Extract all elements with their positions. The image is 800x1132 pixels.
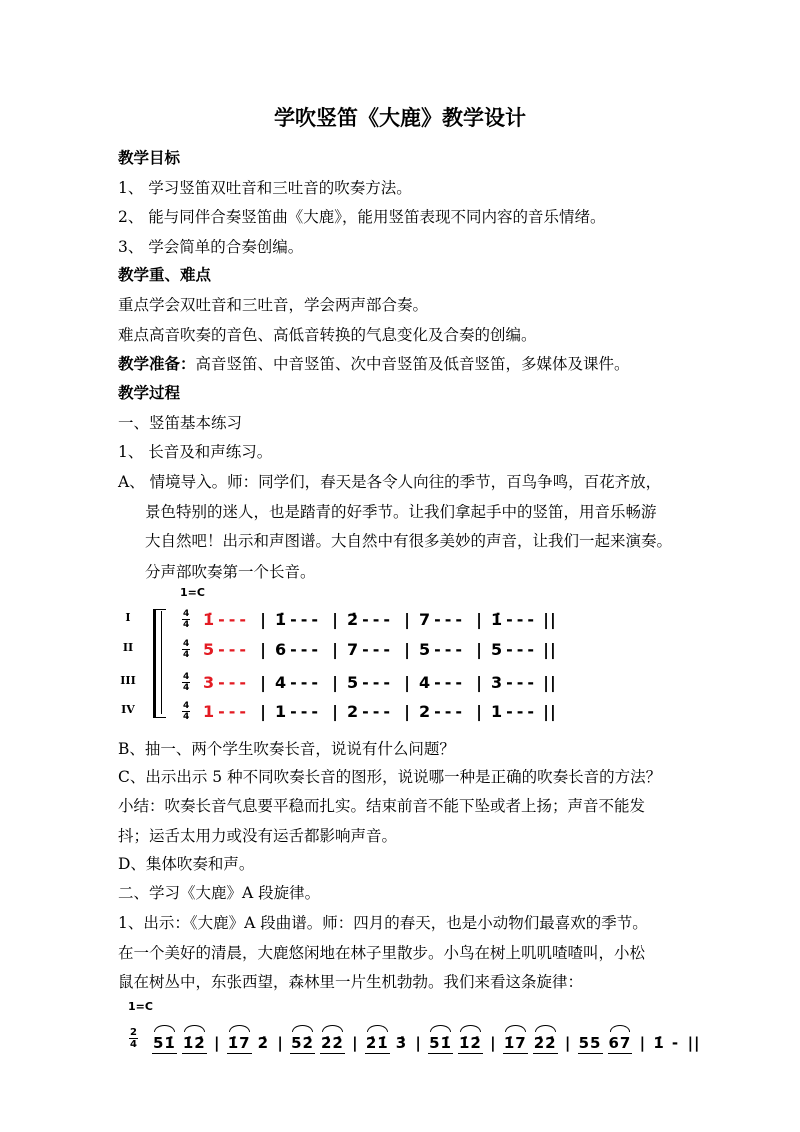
step-a-line: 分声部吹奏第一个长音。 bbox=[145, 563, 316, 581]
bar-line: | bbox=[260, 673, 266, 692]
melody-key: 1=C bbox=[128, 1000, 153, 1013]
measure: 7--- bbox=[419, 610, 467, 629]
measure: 5--- bbox=[347, 673, 395, 692]
time-signature bbox=[182, 639, 190, 660]
summary-line: 小结：吹奏长音气息要平稳而扎实。结束前音不能下坠或者上扬；声音不能发 bbox=[118, 797, 646, 815]
preparation-text: 高音竖笛、中音竖笛、次中音竖笛及低音竖笛，多媒体及课件。 bbox=[195, 355, 630, 373]
voice-label: IV bbox=[121, 703, 135, 716]
bar-line: | bbox=[404, 610, 410, 629]
key-point-line: 重点学会双吐音和三吐音，学会两声部合奏。 bbox=[118, 296, 429, 314]
harmony-chart bbox=[0, 580, 800, 725]
time-signature-top: 4 bbox=[183, 672, 190, 682]
measure-line bbox=[203, 671, 561, 695]
summary-line: 抖；运舌太用力或没有运舌都影响声音。 bbox=[118, 827, 398, 845]
time-signature-bottom: 4 bbox=[183, 620, 190, 630]
goal-item: 2、 能与同伴合奏竖笛曲《大鹿》，能用竖笛表现不同内容的音乐情绪。 bbox=[118, 208, 606, 226]
key-points-heading: 教学重、难点 bbox=[118, 266, 212, 284]
end-bar-line: || bbox=[687, 1034, 701, 1052]
measure: 4--- bbox=[419, 673, 467, 692]
page-title: 学吹竖笛《大鹿》教学设计 bbox=[274, 106, 526, 130]
measure: 1--- bbox=[203, 702, 251, 721]
time-signature-bottom: 4 bbox=[183, 650, 190, 660]
end-bar-line: || bbox=[543, 702, 557, 721]
note-group: 2̇2̇ bbox=[320, 1033, 344, 1052]
bar-line: | bbox=[639, 1034, 646, 1052]
bar-line: | bbox=[564, 1034, 571, 1052]
note-group: 51̇ bbox=[153, 1033, 176, 1052]
measure: 3--- bbox=[491, 673, 539, 692]
part1-heading: 一、竖笛基本练习 bbox=[118, 414, 243, 432]
measure-line bbox=[203, 638, 561, 662]
note-group: 2̇ bbox=[257, 1034, 270, 1052]
goal-item: 1、 学习竖笛双吐音和三吐音的吹奏方法。 bbox=[118, 179, 412, 197]
melody-score bbox=[0, 995, 800, 1065]
note-group: 1̇7 bbox=[503, 1033, 527, 1052]
measure: 1̇--- bbox=[275, 610, 323, 629]
end-bar-line: || bbox=[543, 640, 557, 659]
harmony-row bbox=[0, 608, 800, 632]
note-group: 55 bbox=[578, 1033, 602, 1052]
measure: 7--- bbox=[347, 640, 395, 659]
bar-line: | bbox=[352, 1034, 358, 1052]
bar-line: | bbox=[277, 1034, 283, 1052]
bar-line: | bbox=[476, 640, 482, 659]
voice-label: I bbox=[125, 611, 131, 624]
time-signature-top: 4 bbox=[183, 639, 190, 649]
bar-line: | bbox=[332, 673, 338, 692]
melody-time-signature bbox=[129, 1027, 138, 1050]
bar-line: | bbox=[404, 702, 410, 721]
measure: 1--- bbox=[491, 702, 539, 721]
measure: 1̇--- bbox=[203, 610, 251, 629]
step-a-line: 大自然吧！出示和声图谱。大自然中有很多美妙的声音，让我们一起来演奏。 bbox=[145, 532, 673, 550]
measure: 3--- bbox=[203, 673, 251, 692]
harmony-row bbox=[0, 700, 800, 724]
process-heading: 教学过程 bbox=[118, 384, 181, 402]
bar-line: | bbox=[332, 640, 338, 659]
note-group: 2̇1̇ bbox=[365, 1033, 389, 1052]
bar-line: | bbox=[332, 702, 338, 721]
time-signature-top: 4 bbox=[183, 701, 190, 711]
note-group: 3̇ bbox=[395, 1034, 408, 1052]
step-d-line: D、集体吹奏和声。 bbox=[118, 855, 255, 873]
voice-label: II bbox=[122, 641, 134, 654]
bar-line: | bbox=[260, 640, 266, 659]
measure-line bbox=[203, 700, 561, 724]
measure: 2--- bbox=[347, 702, 395, 721]
bar-line: | bbox=[476, 610, 482, 629]
part2-intro-line: 在一个美好的清晨，大鹿悠闲地在林子里散步。小鸟在树上叽叽喳喳叫，小松 bbox=[118, 944, 646, 962]
harmony-row bbox=[0, 638, 800, 662]
step1-line: 1、 长音及和声练习。 bbox=[118, 443, 273, 461]
bar-line: | bbox=[260, 610, 266, 629]
time-signature bbox=[182, 609, 190, 630]
note-group: 1̇2̇ bbox=[459, 1033, 482, 1052]
time-signature bbox=[182, 672, 190, 693]
bar-line: | bbox=[404, 640, 410, 659]
voice-label: III bbox=[120, 674, 136, 687]
goal-item: 3、 学会简单的合奏创编。 bbox=[118, 238, 304, 256]
time-signature bbox=[182, 701, 190, 722]
end-bar-line: || bbox=[543, 673, 557, 692]
step-a-line: A、 情境导入。师：同学们，春天是各令人向往的季节，百鸟争鸣，百花齐放， bbox=[118, 473, 662, 491]
step-b-line: B、抽一、两个学生吹奏长音，说说有什么问题？ bbox=[118, 740, 455, 758]
measure: 4--- bbox=[275, 673, 323, 692]
note-group: 1̇2̇ bbox=[182, 1033, 206, 1052]
preparation-label: 教学准备： bbox=[118, 355, 196, 373]
measure: 2--- bbox=[419, 702, 467, 721]
bar-line: | bbox=[260, 702, 266, 721]
measure: 5--- bbox=[419, 640, 467, 659]
bar-line: | bbox=[490, 1034, 496, 1052]
note-group: 1̇ bbox=[653, 1034, 665, 1052]
key-point-line: 难点高音吹奏的音色、高低音转换的气息变化及合奏的创编。 bbox=[118, 326, 537, 344]
time-signature-bottom: 4 bbox=[130, 1039, 137, 1050]
bar-line: | bbox=[476, 702, 482, 721]
time-signature-bottom: 4 bbox=[183, 712, 190, 722]
time-signature-top: 4 bbox=[183, 609, 190, 619]
time-signature-top: 2 bbox=[130, 1027, 137, 1038]
melody-notes bbox=[152, 1029, 703, 1057]
bar-line: | bbox=[476, 673, 482, 692]
step-a-line: 景色特别的迷人，也是踏青的好季节。让我们拿起手中的竖笛，用音乐畅游 bbox=[145, 503, 657, 521]
measure: 2̇--- bbox=[347, 610, 395, 629]
measure: 6--- bbox=[275, 640, 323, 659]
note-group: 2̇2̇ bbox=[533, 1033, 557, 1052]
part2-intro-line: 1、出示：《大鹿》A 段曲谱。师：四月的春天，也是小动物们最喜欢的季节。 bbox=[118, 914, 648, 932]
note-group: 1̇7 bbox=[227, 1033, 251, 1052]
harmony-key: 1=C bbox=[180, 586, 205, 599]
part2-heading: 二、学习《大鹿》A 段旋律。 bbox=[118, 884, 321, 902]
note-group: 67 bbox=[608, 1033, 632, 1052]
measure: 5--- bbox=[491, 640, 539, 659]
measure: 1--- bbox=[275, 702, 323, 721]
measure: 1̇--- bbox=[491, 610, 539, 629]
measure: 5--- bbox=[203, 640, 251, 659]
goals-heading: 教学目标 bbox=[118, 149, 181, 167]
note-group: 52̇ bbox=[291, 1033, 314, 1052]
harmony-row bbox=[0, 671, 800, 695]
bar-line: | bbox=[332, 610, 338, 629]
bar-line: | bbox=[214, 1034, 220, 1052]
bar-line: | bbox=[404, 673, 410, 692]
note-group: - bbox=[671, 1034, 680, 1052]
preparation-line bbox=[118, 354, 630, 374]
end-bar-line: || bbox=[543, 610, 557, 629]
bar-line: | bbox=[415, 1034, 421, 1052]
measure-line bbox=[203, 608, 561, 632]
note-group: 51̇ bbox=[429, 1033, 452, 1052]
step-c-line: C、出示出示 5 种不同吹奏长音的图形，说说哪一种是正确的吹奏长音的方法？ bbox=[118, 768, 662, 786]
part2-intro-line: 鼠在树丛中，东张西望，森林里一片生机勃勃。我们来看这条旋律： bbox=[118, 973, 584, 991]
time-signature-bottom: 4 bbox=[183, 683, 190, 693]
